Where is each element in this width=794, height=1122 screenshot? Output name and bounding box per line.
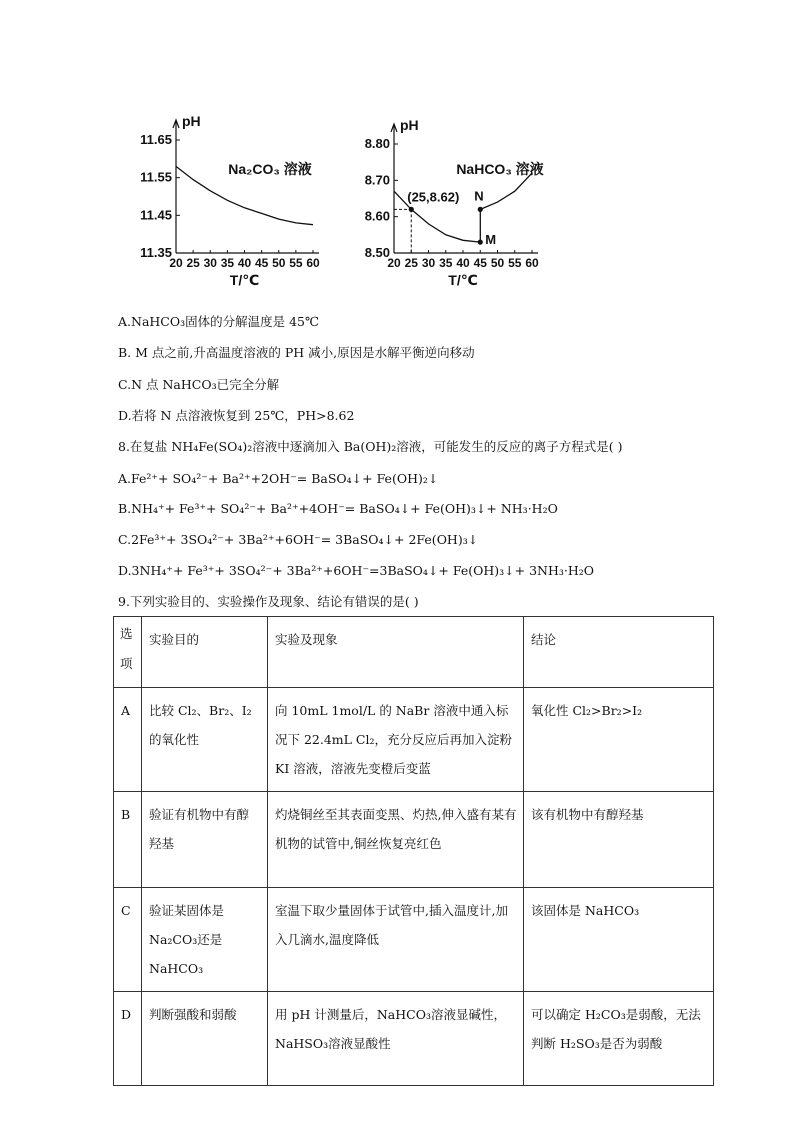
q8-option-b: B.NH₄⁺+ Fe³⁺+ SO₄²⁻+ Ba²⁺+4OH⁻= BaSO₄↓+ Fe(OH)₃↓+ NH₃·H₂O <box>118 501 558 516</box>
point-label: (25,8.62) <box>407 189 460 205</box>
row-operation: 室温下取少量固体于试管中,插入温度计,加入几滴水,温度降低 <box>268 888 524 992</box>
header-option: 选项 <box>114 617 142 688</box>
x-tick-label: 35 <box>220 256 235 270</box>
row-option: B <box>114 792 142 888</box>
x-tick-label: 40 <box>456 256 470 270</box>
table-row <box>114 992 714 1086</box>
q7-option-a: A.NaHCO₃固体的分解温度是 45℃ <box>118 314 319 329</box>
data-point <box>409 207 414 212</box>
x-tick-label: 30 <box>203 256 217 270</box>
point-label: M <box>485 232 497 248</box>
y-tick-label: 8.70 <box>364 172 390 188</box>
ph-temperature-charts <box>120 110 580 295</box>
x-tick-label: 20 <box>169 256 183 270</box>
x-tick-label: 25 <box>404 256 418 270</box>
x-tick-label: 20 <box>387 256 401 270</box>
x-axis-label: T/℃ <box>229 272 260 288</box>
row-goal: 验证有机物中有醇羟基 <box>142 792 268 888</box>
row-goal: 验证某固体是 Na₂CO₃还是 NaHCO₃ <box>142 888 268 992</box>
point-label: N <box>474 188 484 204</box>
row-conclusion: 该有机物中有醇羟基 <box>524 792 714 888</box>
header-goal: 实验目的 <box>142 617 268 688</box>
series-label: Na₂CO₃ 溶液 <box>228 161 312 177</box>
x-tick-label: 60 <box>525 256 539 270</box>
x-tick-label: 55 <box>289 256 303 270</box>
row-conclusion: 该固体是 NaHCO₃ <box>524 888 714 992</box>
experiment-table <box>113 616 714 1086</box>
y-axis-label: pH <box>400 117 419 133</box>
table-row <box>114 888 714 992</box>
series-label: NaHCO₃ 溶液 <box>456 161 544 177</box>
row-operation: 向 10mL 1mol/L 的 NaBr 溶液中通入标况下 22.4mL Cl₂，充分反应后再加入淀粉 KI 溶液，溶液先变橙后变蓝 <box>268 688 524 792</box>
x-tick-label: 45 <box>473 256 487 270</box>
q8-option-c: C.2Fe³⁺+ 3SO₄²⁻+ 3Ba²⁺+6OH⁻= 3BaSO₄↓+ 2Fe(OH)₃↓ <box>118 532 479 547</box>
q7-option-c: C.N 点 NaHCO₃已完全分解 <box>118 377 280 392</box>
nahco3-ph-chart <box>338 110 583 295</box>
q7-option-b: B. M 点之前,升高温度溶液的 PH 减小,原因是水解平衡逆向移动 <box>118 345 475 360</box>
row-goal: 比较 Cl₂、Br₂、I₂ 的氧化性 <box>142 688 268 792</box>
row-operation: 用 pH 计测量后，NaHCO₃溶液显碱性，NaHSO₃溶液显酸性 <box>268 992 524 1086</box>
header-operation: 实验及现象 <box>268 617 524 688</box>
x-tick-label: 25 <box>186 256 200 270</box>
row-conclusion: 氧化性 Cl₂>Br₂>I₂ <box>524 688 714 792</box>
x-tick-label: 30 <box>421 256 436 270</box>
series-line <box>480 173 532 209</box>
q9-stem: 9.下列实验目的、实验操作及现象、结论有错误的是( ) <box>118 594 419 609</box>
table-header-row <box>114 617 714 688</box>
x-tick-label: 40 <box>237 256 252 270</box>
table-row <box>114 792 714 888</box>
x-axis-label: T/℃ <box>448 272 478 288</box>
x-tick-label: 60 <box>306 256 320 270</box>
row-conclusion: 可以确定 H₂CO₃是弱酸，无法判断 H₂SO₃是否为弱酸 <box>524 992 714 1086</box>
y-tick-label: 8.50 <box>364 245 390 260</box>
row-operation: 灼烧铜丝至其表面变黑、灼热,伸入盛有某有机物的试管中,铜丝恢复亮红色 <box>268 792 524 888</box>
row-option: A <box>114 688 142 792</box>
header-conclusion: 结论 <box>524 617 714 688</box>
q8-option-d: D.3NH₄⁺+ Fe³⁺+ 3SO₄²⁻+ 3Ba²⁺+6OH⁻=3BaSO₄↓+ Fe(OH)₃↓+ 3NH₃·H₂O <box>118 563 595 578</box>
x-tick-label: 50 <box>272 256 286 270</box>
y-tick-label: 11.45 <box>140 207 172 223</box>
data-point <box>478 207 483 212</box>
x-tick-label: 35 <box>439 256 453 270</box>
row-option: D <box>114 992 142 1086</box>
y-axis-label: pH <box>182 113 201 129</box>
q8-option-a: A.Fe²⁺+ SO₄²⁻+ Ba²⁺+2OH⁻= BaSO₄↓+ Fe(OH)₂↓ <box>118 471 439 486</box>
q7-option-d: D.若将 N 点溶液恢复到 25℃，PH>8.62 <box>118 408 355 423</box>
x-tick-label: 45 <box>254 256 269 270</box>
q8-stem: 8.在复盐 NH₄Fe(SO₄)₂溶液中逐滴加入 Ba(OH)₂溶液，可能发生的反应的离子方程式是( ) <box>118 439 623 454</box>
y-tick-label: 11.35 <box>140 245 172 260</box>
y-tick-label: 8.60 <box>364 208 390 224</box>
y-tick-label: 11.55 <box>140 169 172 185</box>
row-option: C <box>114 888 142 992</box>
na2co3-ph-chart <box>120 110 320 295</box>
x-tick-label: 50 <box>490 256 505 270</box>
y-tick-label: 8.80 <box>364 136 390 151</box>
data-point <box>478 240 483 245</box>
x-tick-label: 55 <box>508 256 522 270</box>
row-goal: 判断强酸和弱酸 <box>142 992 268 1086</box>
y-tick-label: 11.65 <box>140 132 172 147</box>
table-row <box>114 688 714 792</box>
